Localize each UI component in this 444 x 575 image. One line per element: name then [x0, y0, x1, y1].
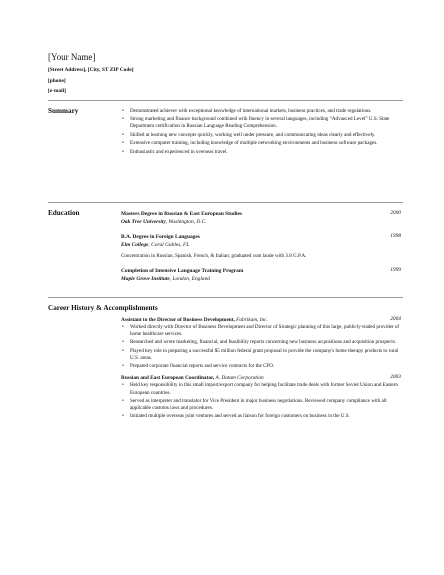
duty-bullet: • Held key responsibility in this small import/export company for helping facilitate trade deals with former Soviet Union and Eastern European countries.: [121, 382, 403, 396]
summary-bullet: • Strong marketing and finance background combined with fluency in several languages, including “Advanced Level” U.S. State Department certification in Russian Language Reading Comprehension.: [121, 116, 403, 130]
education-entry: [121, 267, 403, 283]
address-line: [Street Address], [City, ST ZIP Code]: [48, 67, 134, 73]
email-line: [e-mail]: [48, 88, 66, 94]
education-year: 2000: [390, 210, 401, 216]
job-entry: [121, 316, 403, 370]
divider-career: [48, 297, 403, 298]
job-title: Russian and East European Coordinator,: [121, 375, 216, 382]
duty-bullet: • Worked directly with Director of Business Development and Director of Strategic planning of this large, publicly-traded provider of home healthcare services.: [121, 324, 403, 338]
summary-bullet: • Skilled at learning new concepts quickly, working well under pressure, and communicating ideas clearly and effectively.: [121, 132, 403, 139]
education-body: [121, 210, 403, 290]
school-name: Elm College: [121, 242, 149, 248]
education-year: 1998: [390, 233, 401, 239]
education-entry: [121, 210, 403, 226]
phone-line: [phone]: [48, 77, 66, 84]
school-name: Maple Grove Institute: [121, 276, 170, 283]
education-year: 1999: [390, 267, 401, 274]
education-note: Concentration in Russian, Spanish, French, & Italian; graduated cum laude with 3.8 G.P.A.: [121, 253, 307, 259]
degree-title: B.A. Degree in Foreign Languages: [121, 234, 200, 240]
summary-list: [121, 108, 403, 156]
school-location: , London, England: [169, 276, 210, 283]
school-location: , Washington, D.C.: [165, 219, 207, 225]
company-name: Fabrikam, Inc.: [236, 317, 268, 323]
duty-bullet: • Served as interpreter and translator for Vice President in major business negotiations. Reviewed company compliance with all applicable customs laws and procedures.: [121, 398, 403, 412]
job-duties-list: [121, 324, 403, 370]
degree-title: Masters Degree in Russian & East European Studies: [121, 211, 242, 217]
company-name: A. Datum Corporation: [215, 375, 264, 382]
education-entry: [121, 233, 403, 260]
school-line: [121, 241, 403, 249]
job-title-line: [121, 316, 403, 324]
education-title: Education: [48, 209, 80, 217]
resume-header: [48, 51, 134, 97]
job-entry: [121, 374, 403, 420]
school-line: [121, 275, 403, 283]
duty-bullet: • Prepared corporate financial reports and service contracts for the CFO.: [121, 363, 403, 370]
job-year: 2003: [390, 374, 401, 381]
career-body: [121, 316, 403, 425]
career-title: Career History & Accomplishments: [48, 304, 158, 312]
job-title: Assistant to the Director of Business Development,: [121, 317, 237, 323]
school-location: , Coral Gables, FL: [148, 242, 190, 248]
summary-bullet: • Demonstrated achiever with exceptional knowledge of international markets, business practices, and trade regulations.: [121, 108, 403, 115]
duty-bullet: • Researched and wrote marketing, financial, and feasibility reports concerning new business acquisitions and acquisition prospects.: [121, 339, 403, 346]
school-line: [121, 218, 403, 226]
divider-education: [48, 202, 403, 203]
school-name: Oak Tree University: [121, 219, 166, 225]
duty-bullet: • Initiated multiple overseas joint ventures and served as liaison for foreign customers on business in the U.S.: [121, 413, 403, 420]
degree-title: Completion of Intensive Language Training Program: [121, 268, 244, 275]
name-placeholder: [Your Name]: [48, 52, 96, 62]
summary-title: Summary: [48, 107, 79, 115]
summary-bullet: • Extensive computer training, including knowledge of multiple networking environments and business software packages.: [121, 140, 403, 147]
divider-top: [48, 100, 403, 101]
duty-bullet: • Played key role in preparing a successful $5 million federal grant proposal to provide the company's home therapy products to rural U.S. areas.: [121, 348, 403, 362]
job-year: 2004: [390, 316, 401, 322]
summary-body: [121, 108, 403, 157]
summary-bullet: • Enthusiastic and experienced in overseas travel.: [121, 149, 403, 156]
job-duties-list: [121, 382, 403, 420]
